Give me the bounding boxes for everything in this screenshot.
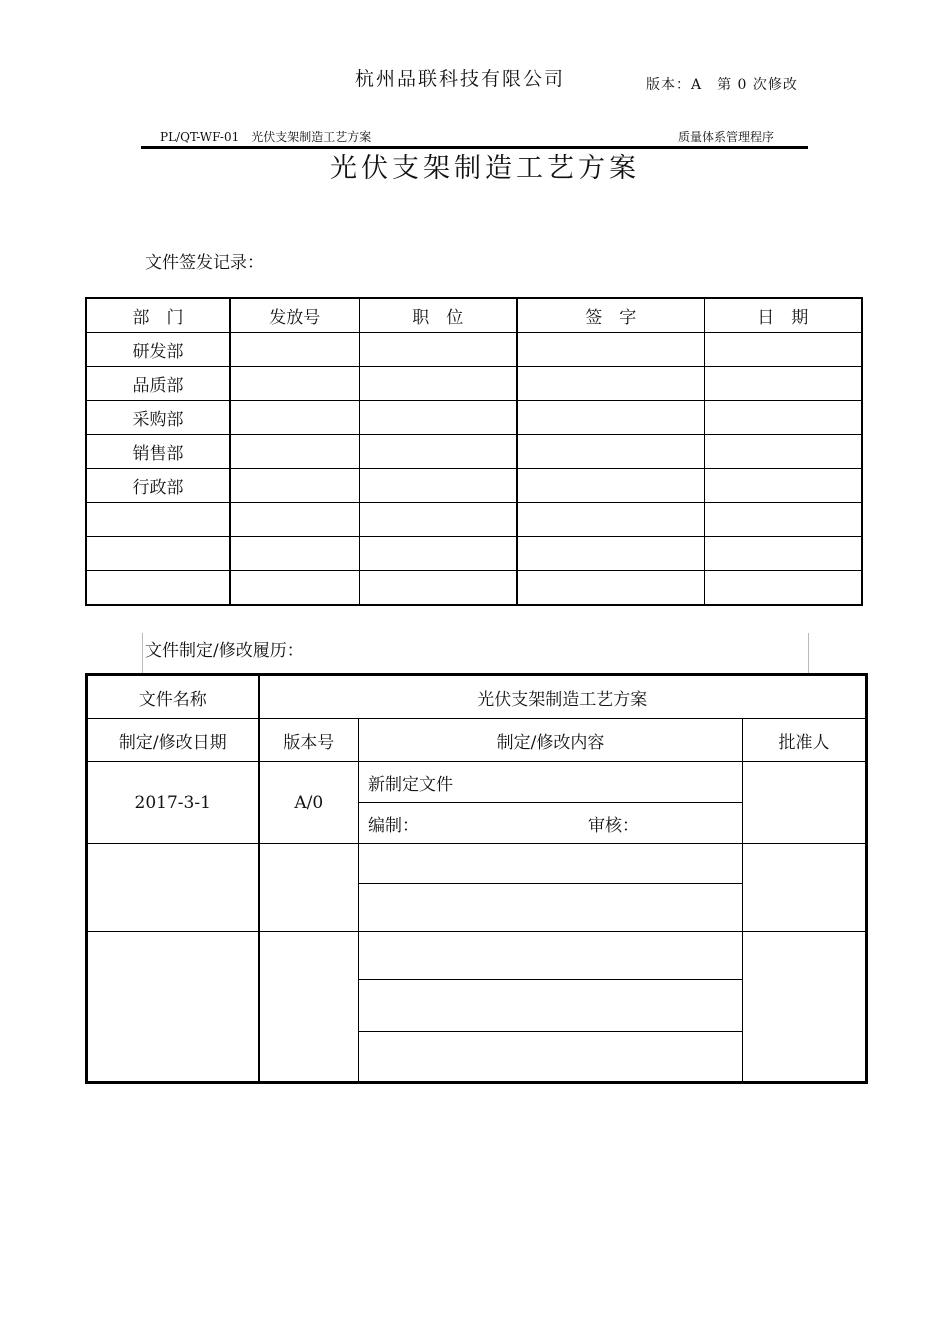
issue-number-cell[interactable] [230, 333, 359, 367]
header-approver: 批准人 [743, 719, 867, 762]
page-title: 光伏支架制造工艺方案 [330, 153, 640, 184]
revision-content-cell: 新制定文件 [359, 762, 743, 803]
table-row [87, 762, 867, 803]
approver-cell[interactable] [743, 844, 867, 932]
document-name-label: 文件名称 [87, 675, 259, 719]
header-issue-number: 发放号 [230, 298, 359, 333]
position-cell[interactable] [359, 435, 517, 469]
position-cell[interactable] [359, 503, 517, 537]
company-name: 杭州品联科技有限公司 [355, 68, 566, 90]
revision-content-cell[interactable] [359, 932, 743, 980]
issue-number-cell[interactable] [230, 537, 359, 571]
revision-label-right-line [808, 633, 809, 673]
revision-date-cell: 2017-3-1 [87, 762, 259, 844]
document-name-row [87, 675, 867, 719]
position-cell[interactable] [359, 367, 517, 401]
table-row [86, 537, 862, 571]
table-row [86, 333, 862, 367]
department-cell[interactable] [86, 571, 230, 606]
table-row [86, 367, 862, 401]
quality-system-label: 质量体系管理程序 [678, 130, 775, 144]
revision-content-cell[interactable] [359, 980, 743, 1032]
table-row [86, 401, 862, 435]
approver-cell[interactable] [743, 932, 867, 1083]
header-signature: 签 字 [517, 298, 704, 333]
reviewed-by-label: 审核： [588, 815, 639, 836]
signature-cell[interactable] [517, 469, 704, 503]
date-cell[interactable] [704, 401, 862, 435]
table-row [87, 932, 867, 980]
date-cell[interactable] [704, 333, 862, 367]
date-cell[interactable] [704, 469, 862, 503]
issue-number-cell[interactable] [230, 571, 359, 606]
version-number-cell: A/0 [259, 762, 359, 844]
date-cell[interactable] [704, 537, 862, 571]
department-cell: 行政部 [86, 469, 230, 503]
date-cell[interactable] [704, 503, 862, 537]
issue-number-cell[interactable] [230, 503, 359, 537]
version-info: 版本：A 第 0 次修改 [646, 77, 798, 93]
sign-record-table [85, 297, 863, 606]
signature-cell[interactable] [517, 435, 704, 469]
department-cell: 品质部 [86, 367, 230, 401]
issue-number-cell[interactable] [230, 469, 359, 503]
position-cell[interactable] [359, 401, 517, 435]
approver-cell[interactable] [743, 762, 867, 844]
position-cell[interactable] [359, 469, 517, 503]
department-cell: 研发部 [86, 333, 230, 367]
signature-cell[interactable] [517, 571, 704, 606]
version-number-cell[interactable] [259, 932, 359, 1083]
date-cell[interactable] [704, 571, 862, 606]
issue-number-cell[interactable] [230, 367, 359, 401]
table-row [86, 435, 862, 469]
department-cell: 销售部 [86, 435, 230, 469]
sign-record-label: 文件签发记录： [145, 253, 264, 273]
issue-number-cell[interactable] [230, 401, 359, 435]
header-date: 日 期 [704, 298, 862, 333]
document-number: PL/QT-WF-01 光伏支架制造工艺方案 [160, 130, 372, 144]
position-cell[interactable] [359, 333, 517, 367]
header-version-number: 版本号 [259, 719, 359, 762]
revision-history-table [85, 673, 868, 1084]
signature-cell[interactable] [517, 333, 704, 367]
table-row [86, 571, 862, 606]
issue-number-cell[interactable] [230, 435, 359, 469]
compile-review-cell [359, 803, 743, 844]
table-header-row [87, 719, 867, 762]
date-cell[interactable] [704, 367, 862, 401]
compiled-by-label: 编制： [368, 815, 419, 836]
signature-cell[interactable] [517, 401, 704, 435]
signature-cell[interactable] [517, 367, 704, 401]
version-number-cell[interactable] [259, 844, 359, 932]
table-row [86, 469, 862, 503]
table-row [86, 503, 862, 537]
header-position: 职 位 [359, 298, 517, 333]
revision-content-cell[interactable] [359, 844, 743, 884]
document-name-value: 光伏支架制造工艺方案 [259, 675, 867, 719]
date-cell[interactable] [704, 435, 862, 469]
department-cell[interactable] [86, 537, 230, 571]
signature-cell[interactable] [517, 503, 704, 537]
header-revision-date: 制定/修改日期 [87, 719, 259, 762]
signature-cell[interactable] [517, 537, 704, 571]
header-department: 部 门 [86, 298, 230, 333]
revision-content-cell[interactable] [359, 1032, 743, 1083]
revision-date-cell[interactable] [87, 844, 259, 932]
department-cell: 采购部 [86, 401, 230, 435]
position-cell[interactable] [359, 537, 517, 571]
revision-date-cell[interactable] [87, 932, 259, 1083]
table-header-row [86, 298, 862, 333]
position-cell[interactable] [359, 571, 517, 606]
revision-history-label: 文件制定/修改履历： [145, 641, 304, 661]
revision-content-cell[interactable] [359, 884, 743, 932]
table-row [87, 844, 867, 884]
header-revision-content: 制定/修改内容 [359, 719, 743, 762]
department-cell[interactable] [86, 503, 230, 537]
revision-label-left-line [142, 633, 143, 673]
